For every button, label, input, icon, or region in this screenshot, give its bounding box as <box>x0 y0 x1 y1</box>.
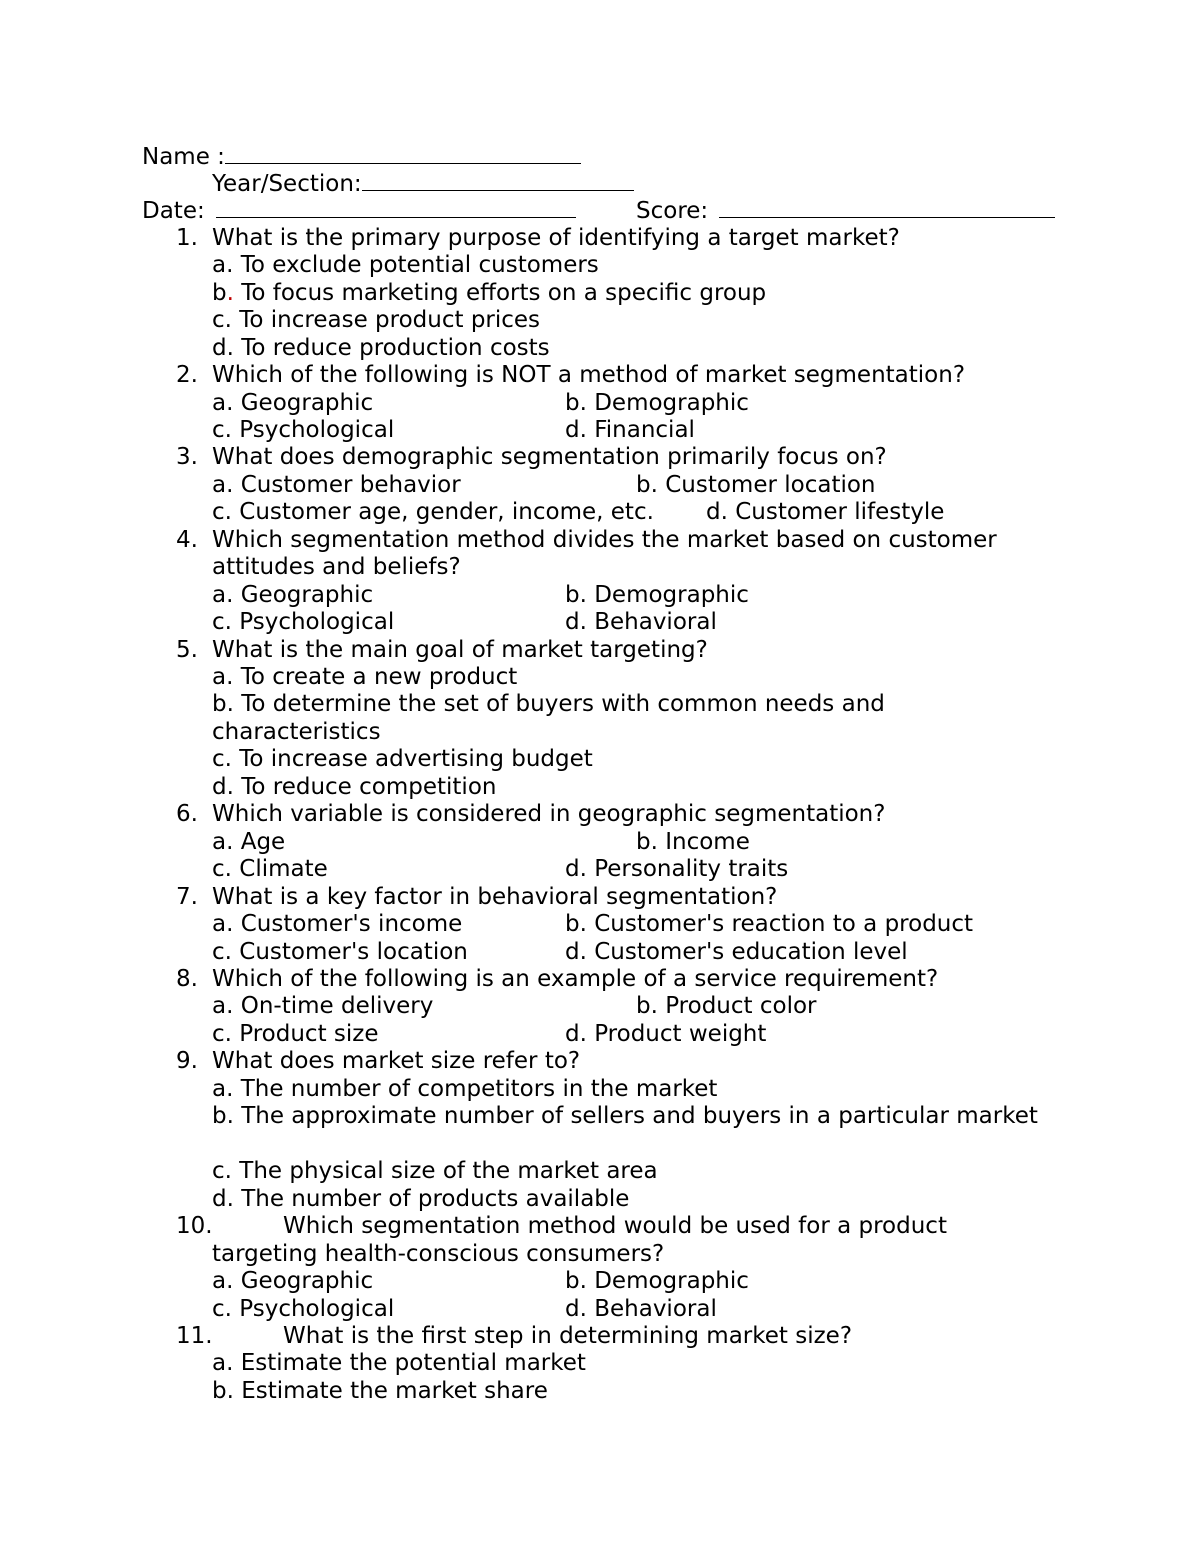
option-c: c. Psychological <box>212 1296 395 1322</box>
option-a: a. Customer's income <box>212 911 463 937</box>
question-number: 2. <box>176 362 198 388</box>
question-text: What is the primary purpose of identifying a target market? <box>212 225 900 251</box>
question-text: What is a key factor in behavioral segmentation? <box>212 884 778 910</box>
year-section-row <box>212 170 634 198</box>
option-b: b. Product color <box>636 993 817 1019</box>
option-b: b. Demographic <box>565 582 749 608</box>
option-b: b. Estimate the market share <box>212 1378 548 1404</box>
option-d: d. Personality traits <box>565 856 789 882</box>
option-b: b. Customer's reaction to a product <box>565 911 974 937</box>
option-b: b. Demographic <box>565 1268 749 1294</box>
option-c: c. Customer age, gender, income, etc. <box>212 499 654 525</box>
question-number: 11. <box>176 1323 213 1349</box>
question-number: 4. <box>176 527 198 553</box>
date-label: Date: <box>142 198 205 224</box>
option-c: c. The physical size of the market area <box>212 1158 658 1184</box>
option-b: b. Income <box>636 829 750 855</box>
year-section-label: Year/Section: <box>212 171 362 197</box>
question-number: 5. <box>176 637 198 663</box>
option-d: d. To reduce competition <box>212 774 497 800</box>
option-c: c. To increase product prices <box>212 307 541 333</box>
question-text: What is the first step in determining market size? <box>283 1323 853 1349</box>
name-row <box>142 143 581 171</box>
option-d: d. Customer lifestyle <box>706 499 945 525</box>
option-d: d. Financial <box>565 417 695 443</box>
question-text: What does market size refer to? <box>212 1048 581 1074</box>
option-d: d. Behavioral <box>565 1296 717 1322</box>
option-a: a. On-time delivery <box>212 993 434 1019</box>
option-d: d. Behavioral <box>565 609 717 635</box>
name-label: Name : <box>142 144 225 170</box>
question-text: Which of the following is an example of a service requirement? <box>212 966 939 992</box>
question-text-cont: attitudes and beliefs? <box>212 554 461 580</box>
score-row <box>636 197 1055 225</box>
option-d: d. To reduce production costs <box>212 335 550 361</box>
option-b <box>212 280 766 307</box>
option-a: a. Geographic <box>212 1268 374 1294</box>
name-blank <box>225 143 581 164</box>
option-c: c. Customer's location <box>212 939 468 965</box>
option-b: b. Demographic <box>565 390 749 416</box>
option-a: a. Geographic <box>212 390 374 416</box>
option-a: a. The number of competitors in the market <box>212 1076 718 1102</box>
question-number: 9. <box>176 1048 198 1074</box>
option-c: c. Climate <box>212 856 328 882</box>
option-c: c. To increase advertising budget <box>212 746 593 772</box>
date-blank <box>216 197 576 218</box>
option-b: b. To determine the set of buyers with common needs and <box>212 691 885 717</box>
option-b-cont: characteristics <box>212 719 381 745</box>
question-number: 6. <box>176 801 198 827</box>
option-a: a. Customer behavior <box>212 472 461 498</box>
option-b-text: To focus marketing efforts on a specific group <box>233 280 767 306</box>
score-blank <box>719 197 1055 218</box>
question-number: 8. <box>176 966 198 992</box>
question-text-cont: targeting health-conscious consumers? <box>212 1241 665 1267</box>
option-c: c. Product size <box>212 1021 379 1047</box>
year-section-blank <box>362 170 634 191</box>
date-row <box>142 197 576 225</box>
question-text: Which of the following is NOT a method of market segmentation? <box>212 362 966 388</box>
option-d: d. Customer's education level <box>565 939 908 965</box>
option-b-letter: b <box>212 280 227 306</box>
score-label: Score: <box>636 198 709 224</box>
option-c: c. Psychological <box>212 609 395 635</box>
option-d: d. Product weight <box>565 1021 767 1047</box>
option-a: a. Geographic <box>212 582 374 608</box>
option-a: a. To exclude potential customers <box>212 252 599 278</box>
option-b: b. The approximate number of sellers and buyers in a particular market <box>212 1103 1038 1129</box>
question-text: Which segmentation method divides the market based on customer <box>212 527 997 553</box>
question-text: Which variable is considered in geographic segmentation? <box>212 801 886 827</box>
question-number: 1. <box>176 225 198 251</box>
option-c: c. Psychological <box>212 417 395 443</box>
question-number: 10. <box>176 1213 213 1239</box>
option-a: a. Age <box>212 829 286 855</box>
option-a: a. To create a new product <box>212 664 518 690</box>
question-number: 7. <box>176 884 198 910</box>
option-b-dot: . <box>226 280 234 306</box>
question-number: 3. <box>176 444 198 470</box>
question-text: What is the main goal of market targeting? <box>212 637 708 663</box>
option-b: b. Customer location <box>636 472 876 498</box>
option-a: a. Estimate the potential market <box>212 1350 586 1376</box>
question-text: Which segmentation method would be used for a product <box>283 1213 947 1239</box>
option-d: d. The number of products available <box>212 1186 630 1212</box>
question-text: What does demographic segmentation primarily focus on? <box>212 444 887 470</box>
